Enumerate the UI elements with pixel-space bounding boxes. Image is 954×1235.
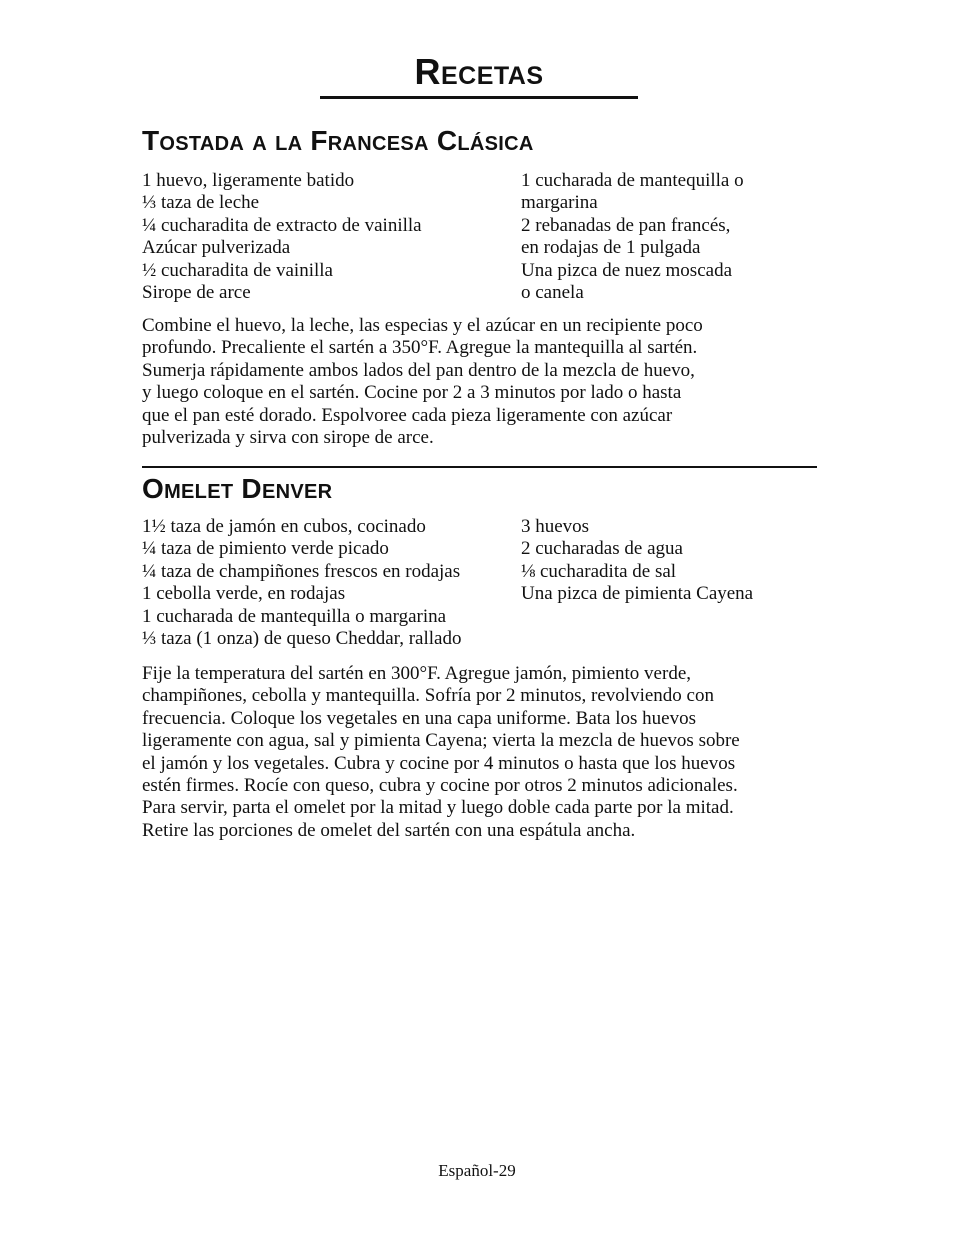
ingredients-right-denver-omelet bbox=[521, 516, 753, 606]
ingredient-item: 2 cucharadas de agua bbox=[521, 538, 683, 560]
ingredient-item: 2 rebanadas de pan francés, bbox=[521, 214, 731, 236]
recipe-title-french-toast: Tostada a la Francesa Clásica bbox=[142, 125, 534, 156]
ingredients-left-french-toast bbox=[142, 170, 422, 304]
ingredient-item: ⅓ taza de leche bbox=[142, 192, 260, 214]
ingredient-item: Una pizca de pimienta Cayena bbox=[521, 583, 754, 605]
section-divider bbox=[142, 466, 817, 468]
ingredient-item: margarina bbox=[521, 192, 598, 214]
ingredients-left-denver-omelet bbox=[142, 516, 461, 650]
ingredient-item: o canela bbox=[521, 282, 584, 304]
page-number: Español-29 bbox=[438, 1161, 516, 1180]
instructions-french-toast: Combine el huevo, la leche, las especias y el azúcar en un recipiente poco profundo. Precaliente el sartén a 350°F. Agregue la mantequilla al sartén. Sumerja rápidamente ambos lados del pan dentro de la mezcla de huevo, y luego coloque en el sartén. Cocine por 2 a 3 minutos por lado o hasta que el pan esté dorado. Espolvoree cada pieza ligeramente con azúcar pulverizada y sirva con sirope de arce. bbox=[142, 315, 703, 449]
ingredient-item: Azúcar pulverizada bbox=[142, 237, 291, 259]
ingredient-item: 1½ taza de jamón en cubos, cocinado bbox=[142, 516, 426, 537]
ingredient-item: 3 huevos bbox=[521, 516, 590, 537]
ingredient-item: ⅓ taza (1 onza) de queso Cheddar, rallado bbox=[142, 628, 462, 650]
ingredients-right-french-toast bbox=[521, 170, 744, 304]
ingredient-item: ½ cucharadita de vainilla bbox=[142, 259, 333, 281]
ingredient-item: 1 cebolla verde, en rodajas bbox=[142, 583, 346, 605]
ingredient-item: ¼ taza de champiñones frescos en rodajas bbox=[142, 560, 461, 582]
ingredient-item: ¼ cucharadita de extracto de vainilla bbox=[142, 214, 422, 236]
ingredient-item: 1 cucharada de mantequilla o bbox=[521, 170, 744, 191]
recipe-title-denver-omelet: Omelet Denver bbox=[142, 473, 333, 504]
ingredient-item: Sirope de arce bbox=[142, 282, 251, 304]
ingredient-item: en rodajas de 1 pulgada bbox=[521, 237, 701, 259]
ingredient-item: 1 huevo, ligeramente batido bbox=[142, 170, 355, 191]
page-title: Recetas bbox=[320, 52, 638, 99]
ingredient-item: ¼ taza de pimiento verde picado bbox=[142, 538, 389, 560]
instructions-denver-omelet: Fije la temperatura del sartén en 300°F. Agregue jamón, pimiento verde, champiñones, cebolla y mantequilla. Sofría por 2 minutos, revolviendo con frecuencia. Coloque los vegetales en una capa uniforme. Bata los huevos ligeramente con agua, sal y pimienta Cayena; vierta la mezcla de huevos sobre el jamón y los vegetales. Cubra y cocine por 4 minutos o hasta que los huevos estén firmes. Rocíe con queso, cubra y cocine por otros 2 minutos adicionales. Para servir, parta el omelet por la mitad y luego doble cada parte por la mitad. Retire las porciones de omelet del sartén con una espátula ancha. bbox=[142, 663, 740, 841]
ingredient-item: Una pizca de nuez moscada bbox=[521, 259, 733, 281]
ingredient-item: 1 cucharada de mantequilla o margarina bbox=[142, 605, 447, 627]
ingredient-item: ⅛ cucharadita de sal bbox=[521, 560, 677, 582]
